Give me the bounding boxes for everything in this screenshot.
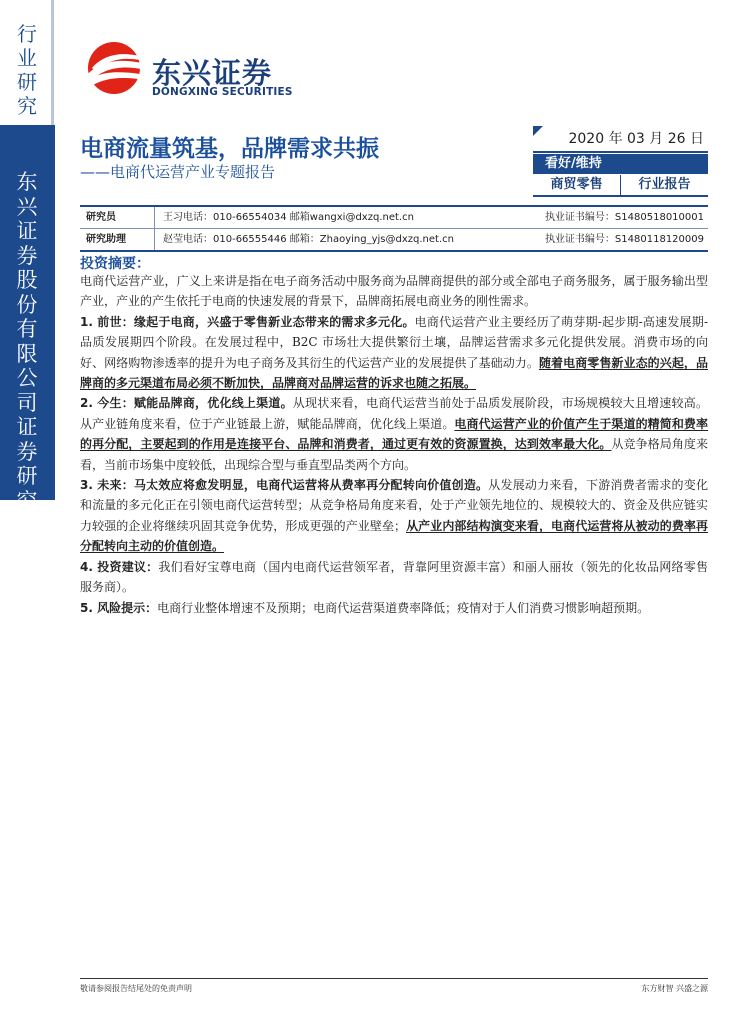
analyst-contact: 王习电话：010-66554034 邮箱wangxi@dxzq.net.cn bbox=[163, 212, 414, 223]
report-info-box bbox=[533, 126, 708, 197]
point-1-text: 电商代运营产业主要经历了萌芽期-起步期-高速发展期-品质发展期四个阶段。在发展过程中，B2C 市场壮大提供繁衍土壤，品牌运营需求多元化提供发展。消费市场的向好、网络购物渗透率的提升为电子商务及其衍生的代运营产业的发展提供了基础动力。 bbox=[80, 314, 708, 370]
point-4-heading: 4. 投资建议： bbox=[80, 559, 159, 574]
analyst-role: 研究员 bbox=[80, 207, 155, 228]
report-type-tag: 行业报告 bbox=[620, 175, 708, 197]
report-subtitle: ——电商代运营产业专题报告 bbox=[80, 163, 276, 181]
sidebar-band bbox=[0, 125, 55, 562]
summary-point-4 bbox=[80, 557, 708, 598]
analyst-license: 执业证书编号：S1480518010001 bbox=[544, 212, 704, 223]
point-1-highlight: 随着电商零售新业态的兴起，品牌商的多元渠道布局必须不断加快，品牌商对品牌运营的诉求也随之拓展。 bbox=[80, 355, 708, 391]
point-5-text: 电商行业整体增速不及预期；电商代运营渠道费率降低；疫情对于人们消费习惯影响超预期。 bbox=[157, 600, 650, 615]
analyst-license: 执业证书编号：S1480118120009 bbox=[544, 234, 704, 245]
report-tags bbox=[533, 175, 708, 197]
summary-point-2 bbox=[80, 393, 708, 475]
disclaimer-note: 敬请参阅报告结尾处的免责声明 bbox=[80, 984, 192, 993]
analyst-contact: 赵莹电话：010-66555446 邮箱：Zhaoying_yjs@dxzq.net.cn bbox=[163, 234, 454, 245]
point-2-heading: 2. 今生：赋能品牌商，优化线上渠道。 bbox=[80, 396, 293, 411]
sector-tag: 商贸零售 bbox=[533, 175, 620, 197]
sidebar-top bbox=[0, 0, 55, 125]
report-date-row bbox=[533, 126, 708, 153]
point-3-text: 从发展动力来看，下游消费者需求的变化和流量的多元化正在引领电商代运营转型；从竞争格局角度来看，处于产业领先地位的、规模较大的、资金及供应链实力较强的企业将继续巩固其竞争优势，形成更强的产业壁垒； bbox=[80, 478, 708, 533]
analyst-role: 研究助理 bbox=[80, 229, 155, 250]
summary-point-1 bbox=[80, 312, 708, 394]
summary-point-5 bbox=[80, 598, 708, 618]
company-logo bbox=[80, 40, 152, 96]
point-4-text: 我们看好宝尊电商（国内电商代运营领军者，背靠阿里资源丰富）和丽人丽妆（领先的化妆品网络零售服务商）。 bbox=[80, 559, 708, 595]
point-3-heading: 3. 未来：马太效应将愈发明显，电商代运营将从费率再分配转向价值创造。 bbox=[80, 478, 489, 493]
company-name-cn: 东兴证券 bbox=[152, 56, 273, 90]
point-1-heading: 1. 前世：缘起于电商，兴盛于零售新业态带来的需求多元化。 bbox=[80, 314, 415, 329]
analyst-row bbox=[80, 207, 708, 228]
sidebar-company-name: 东兴证券股份有限公司证券研究报告 bbox=[16, 170, 38, 562]
point-2-text: 从现状来看，电商代运营当前处于品质发展阶段，市场规模较大且增速较高。从产业链角度来看，位于产业链最上游，赋能品牌商，优化线上渠道。 bbox=[80, 396, 708, 431]
sidebar-divider bbox=[51, 0, 54, 125]
investment-summary bbox=[80, 271, 708, 618]
report-category: 行业研究 bbox=[17, 22, 37, 118]
analyst-table bbox=[80, 205, 708, 252]
summary-point-3 bbox=[80, 475, 708, 557]
report-title: 电商流量筑基，品牌需求共振 bbox=[80, 136, 379, 162]
page-footer bbox=[80, 978, 708, 994]
analyst-row bbox=[80, 228, 708, 250]
rating-badge: 看好/维持 bbox=[533, 154, 708, 174]
sidebar bbox=[0, 0, 55, 1024]
point-2-text-2: 从竞争格局角度来看，当前市场集中度较低，出现综合型与垂直型品类两个方向。 bbox=[80, 437, 708, 472]
report-date: 2020 年 03 月 26 日 bbox=[568, 131, 704, 147]
point-3-highlight: 从产业内部结构演变来看，电商代运营将从被动的费率再分配转向主动的价值创造。 bbox=[80, 518, 708, 554]
footer-slogan: 东方财智 兴盛之源 bbox=[641, 984, 708, 993]
point-5-heading: 5. 风险提示： bbox=[80, 600, 158, 615]
company-name-en: DONGXING SECURITIES bbox=[152, 86, 293, 98]
summary-intro: 电商代运营产业，广义上来讲是指在电子商务活动中服务商为品牌商提供的部分或全部电子商务服务，属于服务输出型产业，产业的产生依托于电商的快速发展的背景下，品牌商拓展电商业务的刚性需求。 bbox=[80, 274, 708, 309]
summary-heading: 投资摘要： bbox=[80, 256, 150, 272]
point-2-highlight: 电商代运营产业的价值产生于渠道的精简和费率的再分配，主要起到的作用是连接平台、品牌和消费者，通过更有效的资源置换，达到效率最大化。 bbox=[80, 416, 708, 452]
corner-triangle-icon bbox=[533, 126, 543, 136]
